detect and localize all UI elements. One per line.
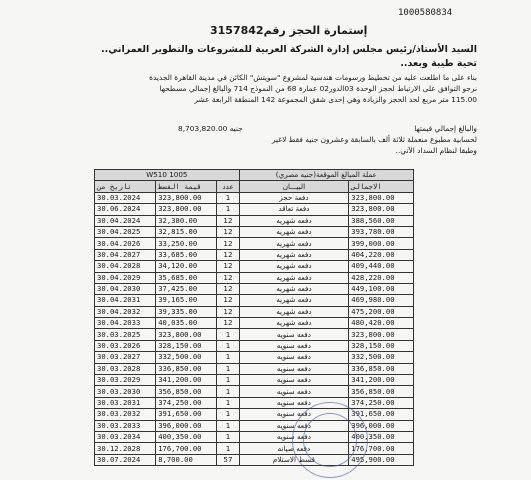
row-description: دفعه شهريه (239, 295, 349, 306)
row-count: 12 (217, 306, 239, 317)
table-codes: W510 1005 (95, 170, 240, 181)
row-total: 495,900.00 (349, 454, 414, 465)
row-total: 176,700.00 (349, 443, 414, 454)
row-description: دفعه شهريه (239, 226, 349, 237)
row-installment-value: 356,850.00 (156, 386, 217, 397)
table-row (95, 329, 414, 340)
row-due-date: 30.03.2034 (95, 431, 156, 442)
row-due-date: 30.03.2026 (95, 340, 156, 351)
row-description: دفعه سنويه (239, 363, 349, 374)
table-row (95, 409, 414, 420)
row-count: 12 (217, 226, 239, 237)
table-row (95, 226, 414, 237)
table-row (95, 397, 414, 408)
row-total: 356,850.00 (349, 386, 414, 397)
row-total: 404,220.00 (349, 249, 414, 260)
body-line: وطبقا لنظام السداد الآتي.. (395, 146, 477, 155)
row-description: دفعه سنويه (239, 409, 349, 420)
row-due-date: 30.04.2024 (95, 215, 156, 226)
row-due-date: 30.03.2032 (95, 409, 156, 420)
row-description: دفعه سنويه (239, 375, 349, 386)
form-title: إستمارة الحجز رقم3157842 (210, 24, 368, 37)
body-line: بناء على ما اطلعت عليه من تخطيط ورسومات هندسية لمشروع "سويتش" الكائن في مدينة القاهرة الجديدة (149, 73, 477, 82)
row-count: 12 (217, 295, 239, 306)
row-description: دفعه شهريه (239, 272, 349, 283)
table-row (95, 249, 414, 260)
company-stamp-seal (292, 402, 368, 478)
row-description: دفعه سنويه (239, 420, 349, 431)
row-installment-value: 176,700.00 (156, 443, 217, 454)
row-total: 469,980.00 (349, 295, 414, 306)
row-description: دفعه سنويه (239, 340, 349, 351)
row-due-date: 30.03.2029 (95, 375, 156, 386)
row-installment-value: 336,850.00 (156, 363, 217, 374)
table-row (95, 192, 414, 203)
row-total: 328,150.00 (349, 340, 414, 351)
row-due-date: 30.06.2024 (95, 204, 156, 215)
row-installment-value: 323,800.00 (156, 192, 217, 203)
row-description: قسط الاستلام (239, 454, 349, 465)
row-installment-value: 396,000.00 (156, 420, 217, 431)
body-line: والبالغ إجمالي قيمتها (414, 124, 477, 133)
table-row (95, 295, 414, 306)
table-row (95, 363, 414, 374)
table-row (95, 261, 414, 272)
row-due-date: 30.04.2033 (95, 318, 156, 329)
row-count: 12 (217, 238, 239, 249)
row-due-date: 30.12.2028 (95, 443, 156, 454)
row-count: 1 (217, 192, 239, 203)
row-count: 1 (217, 386, 239, 397)
reference-number: 1000580834 (398, 8, 453, 18)
header-total: الاجمالى (349, 181, 414, 192)
row-description: دفعه شهريه (239, 318, 349, 329)
row-total: 480,420.00 (349, 318, 414, 329)
row-total: 449,100.00 (349, 283, 414, 294)
row-count: 1 (217, 352, 239, 363)
row-description: دفعه سنويه (239, 352, 349, 363)
row-installment-value: 332,500.00 (156, 352, 217, 363)
row-installment-value: 39,335.00 (156, 306, 217, 317)
row-description: دفعه صيانه (239, 443, 349, 454)
payment-schedule-table (94, 169, 414, 466)
row-description: دفعه سنويه (239, 329, 349, 340)
table-row (95, 238, 414, 249)
row-due-date: 30.03.2030 (95, 386, 156, 397)
row-installment-value: 40,035.00 (156, 318, 217, 329)
total-price-figure: 8,703,820.00 جنيه (178, 124, 243, 133)
row-installment-value: 323,800.00 (156, 204, 217, 215)
row-description: دفعه شهريه (239, 261, 349, 272)
row-due-date: 30.03.2028 (95, 363, 156, 374)
row-total: 336,850.00 (349, 363, 414, 374)
row-due-date: 30.04.2028 (95, 261, 156, 272)
header-count: عدد (217, 181, 239, 192)
row-due-date: 30.04.2032 (95, 306, 156, 317)
row-description: دفعه شهريه (239, 306, 349, 317)
row-installment-value: 400,350.00 (156, 431, 217, 442)
row-installment-value: 33,685.00 (156, 249, 217, 260)
row-total: 323,800.00 (349, 204, 414, 215)
row-installment-value: 328,150.00 (156, 340, 217, 351)
header-installment-value: قيمة القسط (156, 181, 217, 192)
row-description: دفعه سنويه (239, 431, 349, 442)
table-row (95, 283, 414, 294)
body-line: لحسابية مطبوع منعملة ثلاثة ألف بالسابقة وعشرون جنيه فقط لاغير (271, 135, 477, 144)
row-count: 12 (217, 261, 239, 272)
row-installment-value: 35,685.00 (156, 272, 217, 283)
table-row (95, 340, 414, 351)
row-total: 475,200.00 (349, 306, 414, 317)
row-installment-value: 34,120.00 (156, 261, 217, 272)
row-count: 12 (217, 215, 239, 226)
row-count: 1 (217, 397, 239, 408)
row-installment-value: 39,165.00 (156, 295, 217, 306)
row-installment-value: 374,250.00 (156, 397, 217, 408)
body-line: 115.00 متر مربع لحد الحجز والزيادة وهي إحدى شقق المجموعة 142 المنطقة الرابعة عشر (194, 95, 477, 104)
row-count: 1 (217, 340, 239, 351)
row-total: 399,000.00 (349, 238, 414, 249)
row-count: 1 (217, 363, 239, 374)
row-installment-value: 391,650.00 (156, 409, 217, 420)
body-line: نرجو التوافق على الارتباط لحجز الوحدة 03الدور02 عمارة 68 من النموذج 714 والبالغ إجمالي مسطحها (159, 84, 477, 93)
row-total: 428,220.00 (349, 272, 414, 283)
row-total: 332,500.00 (349, 352, 414, 363)
table-row (95, 386, 414, 397)
row-installment-value: 32,815.00 (156, 226, 217, 237)
table-row (95, 272, 414, 283)
row-total: 391,650.00 (349, 409, 414, 420)
row-count: 1 (217, 204, 239, 215)
row-description: دفعه شهريه (239, 238, 349, 249)
row-due-date: 30.04.2030 (95, 283, 156, 294)
row-description: دفعة حجز (239, 192, 349, 203)
greeting-line: تحية طيبة وبعد.. (400, 58, 477, 69)
table-row (95, 215, 414, 226)
row-description: دفعه سنويه (239, 386, 349, 397)
row-count: 12 (217, 249, 239, 260)
row-total: 400,350.00 (349, 431, 414, 442)
table-row (95, 204, 414, 215)
row-due-date: 30.04.2025 (95, 226, 156, 237)
row-due-date: 30.03.2027 (95, 352, 156, 363)
row-count: 12 (217, 272, 239, 283)
row-installment-value: 32,380.00 (156, 215, 217, 226)
row-installment-value: 37,425.00 (156, 283, 217, 294)
row-total: 323,800.00 (349, 329, 414, 340)
table-row (95, 375, 414, 386)
row-count: 1 (217, 431, 239, 442)
row-count: 1 (217, 409, 239, 420)
row-due-date: 30.04.2027 (95, 249, 156, 260)
row-total: 393,780.00 (349, 226, 414, 237)
row-total: 388,560.00 (349, 215, 414, 226)
row-count: 57 (217, 454, 239, 465)
table-row (95, 352, 414, 363)
row-due-date: 30.03.2033 (95, 420, 156, 431)
row-total: 374,250.00 (349, 397, 414, 408)
row-due-date: 30.03.2031 (95, 397, 156, 408)
row-total: 341,200.00 (349, 375, 414, 386)
row-installment-value: 323,800.00 (156, 329, 217, 340)
table-row (95, 306, 414, 317)
row-description: دفعه شهريه (239, 283, 349, 294)
row-total: 409,440.00 (349, 261, 414, 272)
addressee-line: السيد الأستاذ/رئيس مجلس إدارة الشركة العربية للمشروعات والتطوير العمراني.. (101, 44, 477, 55)
row-description: دفعة تعاقد (239, 204, 349, 215)
row-due-date: 30.03.2024 (95, 192, 156, 203)
header-due-date: تاريخ من (95, 181, 156, 192)
row-count: 1 (217, 329, 239, 340)
table-banner: عملة المبالغ الموقعة(جنيه مصري) (239, 170, 413, 181)
table-row (95, 318, 414, 329)
header-description: البيـــان (239, 181, 349, 192)
row-description: دفعه شهريه (239, 249, 349, 260)
row-total: 323,800.00 (349, 192, 414, 203)
row-installment-value: 33,250.00 (156, 238, 217, 249)
row-installment-value: 341,200.00 (156, 375, 217, 386)
row-description: دفعه سنويه (239, 397, 349, 408)
row-count: 1 (217, 443, 239, 454)
row-count: 1 (217, 420, 239, 431)
row-due-date: 30.03.2025 (95, 329, 156, 340)
row-due-date: 30.04.2026 (95, 238, 156, 249)
row-due-date: 30.04.2029 (95, 272, 156, 283)
row-count: 1 (217, 375, 239, 386)
row-installment-value: 8,700.00 (156, 454, 217, 465)
table-row (95, 454, 414, 465)
row-count: 12 (217, 318, 239, 329)
row-total: 396,000.00 (349, 420, 414, 431)
row-description: دفعه شهريه (239, 215, 349, 226)
row-due-date: 30.04.2031 (95, 295, 156, 306)
row-count: 12 (217, 283, 239, 294)
row-due-date: 30.07.2024 (95, 454, 156, 465)
